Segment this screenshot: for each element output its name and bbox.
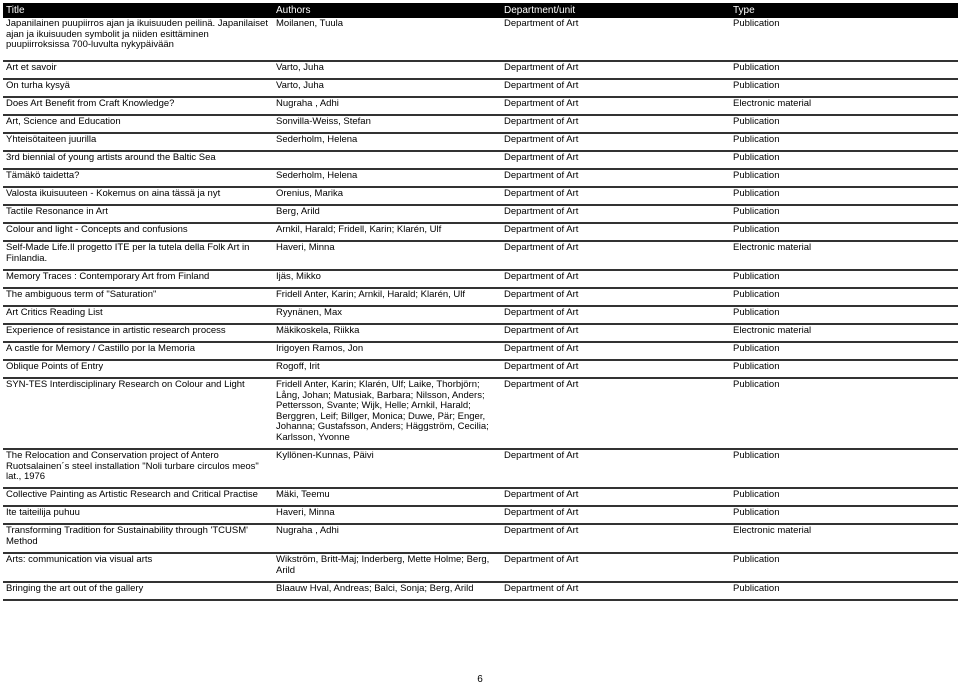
cell-department: Department of Art: [501, 97, 730, 115]
table-row: [3, 79, 958, 97]
cell-type: Publication: [730, 288, 958, 306]
cell-department: Department of Art: [501, 342, 730, 360]
cell-type: Publication: [730, 115, 958, 133]
cell-authors: Orenius, Marika: [273, 187, 501, 205]
table-row: [3, 342, 958, 360]
cell-authors: Mäki, Teemu: [273, 488, 501, 506]
table-row: [3, 306, 958, 324]
cell-authors: Rogoff, Irit: [273, 360, 501, 378]
cell-type: Publication: [730, 61, 958, 79]
cell-title: Transforming Tradition for Sustainability through 'TCUSM' Method: [3, 524, 273, 553]
page-number: 6: [477, 674, 483, 685]
cell-department: Department of Art: [501, 306, 730, 324]
cell-authors: Wikström, Britt-Maj; Inderberg, Mette Holme; Berg, Arild: [273, 553, 501, 582]
cell-title: The Relocation and Conservation project of Antero Ruotsalainen´s steel installation "Noli turbare circulos meos" lat., 1976: [3, 449, 273, 488]
table-row: [3, 115, 958, 133]
cell-title: Memory Traces : Contemporary Art from Finland: [3, 270, 273, 288]
cell-type: Electronic material: [730, 97, 958, 115]
cell-authors: Haveri, Minna: [273, 241, 501, 270]
cell-title: Art et savoir: [3, 61, 273, 79]
cell-department: Department of Art: [501, 449, 730, 488]
table-row: [3, 582, 958, 600]
cell-department: Department of Art: [501, 270, 730, 288]
cell-title: The ambiguous term of "Saturation": [3, 288, 273, 306]
cell-department: Department of Art: [501, 582, 730, 600]
cell-type: Publication: [730, 582, 958, 600]
cell-department: Department of Art: [501, 151, 730, 169]
cell-title: Experience of resistance in artistic research process: [3, 324, 273, 342]
cell-title: Oblique Points of Entry: [3, 360, 273, 378]
cell-department: Department of Art: [501, 288, 730, 306]
cell-authors: Berg, Arild: [273, 205, 501, 223]
cell-title: On turha kysyä: [3, 79, 273, 97]
cell-type: Publication: [730, 342, 958, 360]
cell-department: Department of Art: [501, 133, 730, 151]
cell-department: Department of Art: [501, 378, 730, 449]
cell-title: Ite taiteilija puhuu: [3, 506, 273, 524]
cell-type: Publication: [730, 360, 958, 378]
cell-authors: Irigoyen Ramos, Jon: [273, 342, 501, 360]
table-row: [3, 360, 958, 378]
table-row: [3, 324, 958, 342]
table-row: [3, 151, 958, 169]
cell-type: Publication: [730, 187, 958, 205]
cell-authors: Arnkil, Harald; Fridell, Karin; Klarén, Ulf: [273, 223, 501, 241]
cell-authors: Varto, Juha: [273, 61, 501, 79]
cell-type: Publication: [730, 205, 958, 223]
cell-authors: Nugraha , Adhi: [273, 97, 501, 115]
cell-title: Does Art Benefit from Craft Knowledge?: [3, 97, 273, 115]
cell-type: Publication: [730, 378, 958, 449]
cell-authors: Sonvilla-Weiss, Stefan: [273, 115, 501, 133]
cell-type: Publication: [730, 18, 958, 61]
cell-title: Yhteisötaiteen juurilla: [3, 133, 273, 151]
publications-table: [3, 3, 958, 601]
cell-authors: Mäkikoskela, Riikka: [273, 324, 501, 342]
cell-type: Publication: [730, 151, 958, 169]
table-row: [3, 270, 958, 288]
cell-department: Department of Art: [501, 488, 730, 506]
cell-type: Electronic material: [730, 324, 958, 342]
cell-authors: Blaauw Hval, Andreas; Balci, Sonja; Berg, Arild: [273, 582, 501, 600]
cell-type: Publication: [730, 133, 958, 151]
table-row: [3, 97, 958, 115]
cell-title: Japanilainen puupiirros ajan ja ikuisuuden peilinä. Japanilaiset ajan ja ikuisuuden symbolit ja niiden esittäminen puupiirroksissa 700-luvulta nykypäivään: [3, 18, 273, 61]
table-row: [3, 223, 958, 241]
cell-authors: Fridell Anter, Karin; Arnkil, Harald; Klarén, Ulf: [273, 288, 501, 306]
cell-title: Tämäkö taidetta?: [3, 169, 273, 187]
table-row: [3, 187, 958, 205]
table-row: [3, 449, 958, 488]
cell-type: Publication: [730, 306, 958, 324]
cell-department: Department of Art: [501, 223, 730, 241]
cell-department: Department of Art: [501, 360, 730, 378]
cell-type: Publication: [730, 506, 958, 524]
cell-title: Arts: communication via visual arts: [3, 553, 273, 582]
cell-title: Art Critics Reading List: [3, 306, 273, 324]
cell-department: Department of Art: [501, 79, 730, 97]
cell-title: Valosta ikuisuuteen - Kokemus on aina tässä ja nyt: [3, 187, 273, 205]
cell-department: Department of Art: [501, 115, 730, 133]
cell-title: Art, Science and Education: [3, 115, 273, 133]
table-row: [3, 241, 958, 270]
table-row: [3, 169, 958, 187]
cell-authors: Sederholm, Helena: [273, 133, 501, 151]
cell-authors: Varto, Juha: [273, 79, 501, 97]
cell-title: A castle for Memory / Castillo por la Memoria: [3, 342, 273, 360]
cell-title: 3rd biennial of young artists around the Baltic Sea: [3, 151, 273, 169]
table-row: [3, 205, 958, 223]
cell-department: Department of Art: [501, 205, 730, 223]
cell-type: Publication: [730, 79, 958, 97]
cell-authors: Kyllönen-Kunnas, Päivi: [273, 449, 501, 488]
cell-authors: Fridell Anter, Karin; Klarén, Ulf; Laike, Thorbjörn; Lång, Johan; Matusiak, Barbara; Nilsson, Anders; Pettersson, Svante; Wijk, Helle; Arnkil, Harald; Berggren, Leif; Billger, Monica; Duwe, Pär; Enger, Johanna; Gustafsson, Anders; Häggström, Cecilia; Karlsson, Yvonne: [273, 378, 501, 449]
header-authors: Authors: [273, 3, 501, 18]
cell-authors: Ryynänen, Max: [273, 306, 501, 324]
cell-title: Colour and light - Concepts and confusions: [3, 223, 273, 241]
cell-department: Department of Art: [501, 553, 730, 582]
cell-title: Bringing the art out of the gallery: [3, 582, 273, 600]
cell-authors: Moilanen, Tuula: [273, 18, 501, 61]
cell-department: Department of Art: [501, 61, 730, 79]
table-row: [3, 133, 958, 151]
cell-department: Department of Art: [501, 241, 730, 270]
header-department: Department/unit: [501, 3, 730, 18]
cell-title: Tactile Resonance in Art: [3, 205, 273, 223]
table-row: [3, 18, 958, 61]
cell-authors: Sederholm, Helena: [273, 169, 501, 187]
table-header-row: [3, 3, 958, 18]
cell-department: Department of Art: [501, 18, 730, 61]
cell-department: Department of Art: [501, 187, 730, 205]
table-row: [3, 61, 958, 79]
table-row: [3, 506, 958, 524]
cell-type: Electronic material: [730, 524, 958, 553]
table-row: [3, 288, 958, 306]
cell-title: SYN-TES Interdisciplinary Research on Colour and Light: [3, 378, 273, 449]
cell-type: Publication: [730, 553, 958, 582]
cell-type: Publication: [730, 169, 958, 187]
table-row: [3, 488, 958, 506]
cell-department: Department of Art: [501, 506, 730, 524]
cell-authors: Ijäs, Mikko: [273, 270, 501, 288]
cell-department: Department of Art: [501, 169, 730, 187]
cell-type: Publication: [730, 449, 958, 488]
cell-department: Department of Art: [501, 524, 730, 553]
table-row: [3, 524, 958, 553]
cell-type: Publication: [730, 223, 958, 241]
cell-title: Collective Painting as Artistic Research and Critical Practise: [3, 488, 273, 506]
cell-type: Publication: [730, 488, 958, 506]
header-type: Type: [730, 3, 958, 18]
table-row: [3, 553, 958, 582]
cell-title: Self-Made Life.Il progetto ITE per la tutela della Folk Art in Finlandia.: [3, 241, 273, 270]
cell-authors: Haveri, Minna: [273, 506, 501, 524]
cell-type: Publication: [730, 270, 958, 288]
header-title: Title: [3, 3, 273, 18]
cell-authors: Nugraha , Adhi: [273, 524, 501, 553]
cell-authors: [273, 151, 501, 169]
cell-department: Department of Art: [501, 324, 730, 342]
cell-type: Electronic material: [730, 241, 958, 270]
table-row: [3, 378, 958, 449]
